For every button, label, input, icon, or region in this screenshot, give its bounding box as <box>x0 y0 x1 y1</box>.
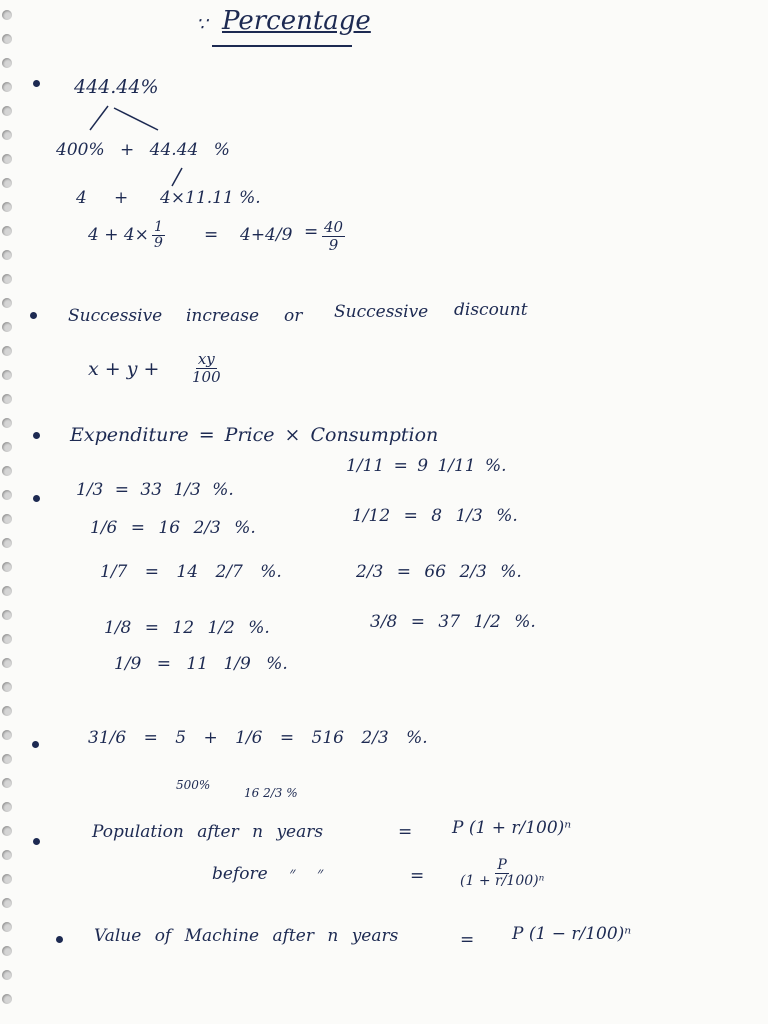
binding-hole <box>2 394 12 404</box>
fraction-numerator: xy <box>197 350 215 368</box>
step2-b: 4×11.11 %. <box>160 188 261 208</box>
spiral-binding <box>0 0 14 1024</box>
fraction-numerator: 40 <box>324 218 344 236</box>
step2-plus: + <box>114 188 129 208</box>
binding-hole <box>2 466 12 476</box>
step3-b: 4+4/9 <box>240 225 293 245</box>
binding-hole <box>2 442 12 452</box>
heading-discount: discount <box>454 300 528 320</box>
binding-hole <box>2 754 12 764</box>
binding-hole <box>2 226 12 236</box>
binding-hole <box>2 538 12 548</box>
step3-a: 4 + 4× <box>88 225 149 245</box>
fraction-one-ninth <box>152 220 165 251</box>
binding-hole <box>2 970 12 980</box>
formula-xy: x + y + <box>88 358 160 380</box>
title-underline <box>212 45 352 47</box>
fraction-row: 1/12 = 8 1/3 %. <box>352 506 518 526</box>
fraction-denominator: 9 <box>328 235 339 254</box>
binding-hole <box>2 322 12 332</box>
fraction-row: 2/3 = 66 2/3 %. <box>356 562 522 582</box>
binding-hole <box>2 298 12 308</box>
bullet <box>33 495 40 502</box>
equals: = <box>410 866 425 886</box>
fraction-xy-100 <box>192 352 221 385</box>
value-444: 444.44% <box>74 76 159 98</box>
fraction-row: 1/8 = 12 1/2 %. <box>104 618 270 638</box>
binding-hole <box>2 586 12 596</box>
bullet <box>33 80 40 87</box>
binding-hole <box>2 130 12 140</box>
fraction-row: 1/3 = 33 1/3 %. <box>76 480 234 500</box>
equals: = <box>398 822 413 842</box>
binding-hole <box>2 346 12 356</box>
fraction-row: 3/8 = 37 1/2 %. <box>370 612 536 632</box>
binding-hole <box>2 922 12 932</box>
population-before: before ״ ״ <box>212 864 324 884</box>
equals: = <box>204 225 219 245</box>
binding-hole <box>2 898 12 908</box>
branch-lines <box>80 104 170 134</box>
binding-hole <box>2 274 12 284</box>
binding-hole <box>2 682 12 692</box>
page-title: Percentage <box>222 6 371 36</box>
fraction-row: 1/11 = 9 1/11 %. <box>346 456 507 476</box>
expenditure-heading: Expenditure = Price × Consumption <box>70 424 439 446</box>
binding-hole <box>2 418 12 428</box>
binding-hole <box>2 490 12 500</box>
sub-label-500: 500% <box>176 778 211 792</box>
fraction-denominator: (1 + r/100)ⁿ <box>460 872 545 889</box>
binding-hole <box>2 250 12 260</box>
mixed-fraction-example: 31/6 = 5 + 1/6 = 516 2/3 %. <box>88 728 428 748</box>
binding-hole <box>2 154 12 164</box>
binding-hole <box>2 826 12 836</box>
binding-hole <box>2 202 12 212</box>
machine-value: Value of Machine after n years <box>94 926 399 946</box>
fraction-numerator: P <box>497 857 507 873</box>
fraction-forty-ninths <box>322 220 345 253</box>
heading-successive: Successive <box>68 306 163 326</box>
binding-hole <box>2 178 12 188</box>
binding-hole <box>2 106 12 116</box>
machine-value-formula: P (1 − r/100)ⁿ <box>512 924 632 944</box>
population-after-formula: P (1 + r/100)ⁿ <box>452 818 572 838</box>
bullet <box>56 936 63 943</box>
binding-hole <box>2 634 12 644</box>
binding-hole <box>2 610 12 620</box>
bullet <box>33 838 40 845</box>
split-line: 400% + 44.44 % <box>56 140 230 160</box>
equals: = <box>460 930 475 950</box>
bullet <box>33 432 40 439</box>
step2-a: 4 <box>76 188 87 208</box>
binding-hole <box>2 34 12 44</box>
binding-hole <box>2 370 12 380</box>
binding-hole <box>2 802 12 812</box>
binding-hole <box>2 658 12 668</box>
fraction-row: 1/7 = 14 2/7 %. <box>100 562 282 582</box>
heading-increase: increase <box>186 306 260 326</box>
bullet <box>30 312 37 319</box>
equals: = <box>304 222 319 242</box>
bullet <box>32 741 39 748</box>
binding-hole <box>2 946 12 956</box>
title-marker: ∵ <box>196 14 208 35</box>
fraction-numerator: 1 <box>154 219 163 235</box>
binding-hole <box>2 778 12 788</box>
binding-hole <box>2 706 12 716</box>
heading-successive-2: Successive <box>334 302 429 322</box>
binding-hole <box>2 994 12 1004</box>
heading-or: or <box>284 306 303 326</box>
binding-hole <box>2 850 12 860</box>
fraction-row: 1/6 = 16 2/3 %. <box>90 518 256 538</box>
binding-hole <box>2 82 12 92</box>
binding-hole <box>2 58 12 68</box>
binding-hole <box>2 562 12 572</box>
fraction-denominator: 9 <box>154 234 163 251</box>
fraction-denominator: 100 <box>192 367 221 386</box>
population-before-formula <box>460 858 544 889</box>
binding-hole <box>2 10 12 20</box>
binding-hole <box>2 730 12 740</box>
binding-hole <box>2 874 12 884</box>
population-after: Population after n years <box>92 822 324 842</box>
binding-hole <box>2 514 12 524</box>
fraction-row: 1/9 = 11 1/9 %. <box>114 654 288 674</box>
sub-label-16: 16 2/3 % <box>244 786 298 800</box>
branch-line-2 <box>168 166 188 188</box>
